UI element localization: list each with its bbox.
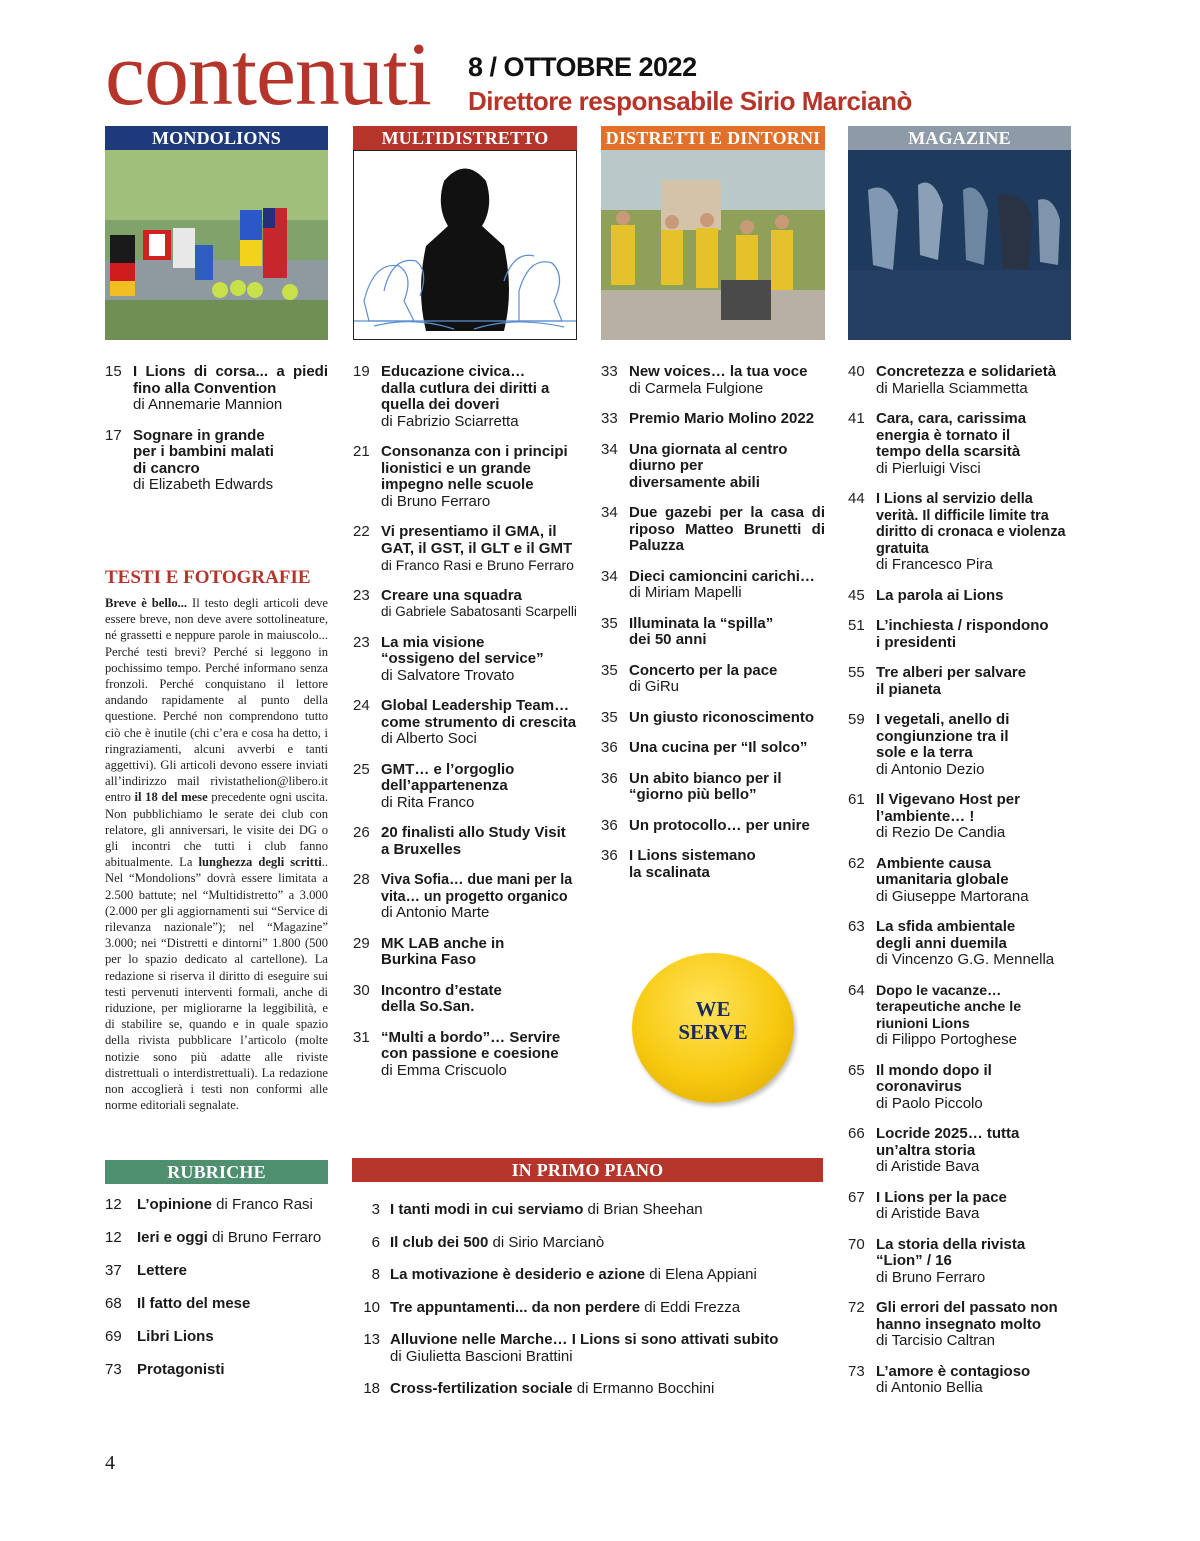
section-header-primo-piano: IN PRIMO PIANO xyxy=(352,1158,823,1182)
lions-group-image xyxy=(601,150,825,340)
list-item[interactable]: 12 Ieri e oggi di Bruno Ferraro xyxy=(105,1229,322,1246)
list-item[interactable]: 35 Concerto per la pace di GiRu xyxy=(601,661,778,695)
list-item[interactable]: 36 Una cucina per “Il solco” xyxy=(601,739,808,756)
list-item[interactable]: 65 Il mondo dopo il coronavirus di Paolo Piccolo xyxy=(848,1061,992,1112)
list-item[interactable]: 41 Cara, cara, carissima energia è tornato il tempo della scarsità di Pierluigi Visci xyxy=(848,410,1027,477)
list-item[interactable]: 69 Libri Lions xyxy=(105,1328,214,1345)
list-item[interactable]: 28 Viva Sofia… due mani per la vita… un progetto organico di Antonio Marte xyxy=(353,871,573,921)
list-item[interactable]: 10 Tre appuntamenti... da non perdere di Eddi Frezza xyxy=(363,1298,741,1316)
column-distretti xyxy=(601,126,825,895)
magazine-list xyxy=(848,364,1071,1397)
list-item[interactable]: 17 Sognare in grande per i bambini malati di cancro di Elizabeth Edwards xyxy=(105,426,274,493)
list-item[interactable]: 15 I Lions di corsa... a piedi fino alla Convention di Annemarie Mannion xyxy=(105,363,328,413)
list-item[interactable]: 36 Un abito bianco per il “giorno più bello” xyxy=(601,769,782,803)
section-header-distretti: DISTRETTI E DINTORNI xyxy=(601,126,825,150)
silhouette-illustration xyxy=(354,151,576,339)
list-item[interactable]: 13 Alluvione nelle Marche… I Lions si sono attivati subito di Giulietta Bascioni Brattini xyxy=(363,1331,779,1365)
column-primo-piano xyxy=(352,1158,823,1414)
list-item[interactable]: 45 La parola ai Lions xyxy=(848,586,1004,604)
list-item[interactable]: 33 New voices… la tua voce di Carmela Fulgione xyxy=(601,363,808,397)
column-multidistretto xyxy=(353,126,577,1093)
section-header-magazine: MAGAZINE xyxy=(848,126,1071,150)
rubriche-list xyxy=(105,1194,328,1392)
guidelines-heading: TESTI E FOTOGRAFIE xyxy=(105,567,311,588)
guidelines-text: Breve è bello... Il testo degli articoli deve essere breve, non deve avere sottolineature, né grassetti e neppure parole in maiuscolo... Perché testi brevi? Perché si leggono in pochissimo tempo. Perché informano senza fronzoli. Perché conquistano il lettore andando rapidamente al punto della questione. Perché non comprendono tutto ciò che è inutile (chi c’era e cosa ha detto, i ringraziamenti, alcuni avverbi e tanti aggettivi). Gli articoli devono essere inviati all’indirizzo mail rivistathelion@libero.it entro il 18 del mese precedente ogni uscita. Non pubblichiamo le serate dei club con relatore, gli anniversari, le visite dei DG o gli incontri che tutti i club fanno abitualmente. La lunghezza degli scritti.. Nel “Mondolions” dovrà essere limitata a 2.500 battute; nel “Multidistretto” a 3.000 (2.000 per gli aggiornamenti sui “Service di rilevanza nazionale”); nel “Magazine” 3.000; nei “Distretti e dintorni” 1.800 (500 per lo spazio dedicato al cartellone). La redazione si riserva il diritto di eseguire sui testi pervenuti interventi formali, anche di riduzione, per migliorarne la leggibilità, e di stabilire se, quando e in quale spazio della rivista pubblicare l’articolo (molte notizie sono più adatte alle riviste distrettuali o interdistrettuali). La redazione non accoglierà i testi non conformi alle norme editoriali segnalate. xyxy=(105,596,329,1113)
list-item[interactable]: 36 I Lions sistemano la scalinata xyxy=(601,847,756,881)
list-item[interactable]: 51 L’inchiesta / rispondono i presidenti xyxy=(848,617,1049,651)
mondolions-photo xyxy=(105,150,328,340)
list-item[interactable]: 31 “Multi a bordo”… Servire con passione e coesione di Emma Criscuolo xyxy=(353,1028,561,1079)
list-item[interactable]: 73 Protagonisti xyxy=(105,1361,225,1378)
list-item[interactable]: 68 Il fatto del mese xyxy=(105,1295,251,1312)
list-item[interactable]: 36 Un protocollo… per unire xyxy=(601,816,810,834)
abstract-blue-image xyxy=(848,150,1071,340)
list-item[interactable]: 61 Il Vigevano Host per l’ambiente… ! di Rezio De Candia xyxy=(848,791,1020,841)
page-title: contenuti xyxy=(105,25,431,124)
list-item[interactable]: 64 Dopo le vacanze… terapeutiche anche le riunioni Lions di Filippo Portoghese xyxy=(848,981,1022,1048)
list-item[interactable]: 23 Creare una squadra di Gabriele Sabatosanti Scarpelli xyxy=(353,586,577,619)
list-item[interactable]: 44 I Lions al servizio della verità. Il difficile limite tra diritto di cronaca e violenza gratuita di Francesco Pira xyxy=(848,490,1066,573)
list-item[interactable]: 23 La mia visione “ossigeno del service” di Salvatore Trovato xyxy=(353,633,544,684)
list-item[interactable]: 18 Cross-fertilization sociale di Ermanno Bocchini xyxy=(363,1380,715,1397)
we-serve-badge: WE SERVE xyxy=(632,953,794,1103)
list-item[interactable]: 8 La motivazione è desiderio e azione di Elena Appiani xyxy=(371,1266,757,1283)
section-header-multidistretto: MULTIDISTRETTO xyxy=(353,126,577,150)
column-magazine xyxy=(848,126,1071,1411)
list-item[interactable]: 26 20 finalisti allo Study Visit a Bruxelles xyxy=(353,824,566,858)
list-item[interactable]: 6 Il club dei 500 di Sirio Marcianò xyxy=(371,1233,605,1251)
list-item[interactable]: 24 Global Leadership Team… come strumento di crescita di Alberto Soci xyxy=(353,697,577,747)
page-number: 4 xyxy=(105,1452,115,1474)
list-item[interactable]: 30 Incontro d’estate della So.San. xyxy=(353,981,502,1015)
column-mondolions xyxy=(105,126,328,508)
primo-piano-list xyxy=(352,1202,823,1398)
distretti-list xyxy=(601,364,825,881)
list-item[interactable]: 22 Vi presentiamo il GMA, il GAT, il GST, il GLT e il GMT di Franco Rasi e Bruno Ferraro xyxy=(353,523,574,573)
list-item[interactable]: 34 Due gazebi per la casa di riposo Matteo Brunetti di Paluzza xyxy=(601,504,825,554)
list-item[interactable]: 35 Un giusto riconoscimento xyxy=(601,708,815,726)
list-item[interactable]: 12 L’opinione di Franco Rasi xyxy=(105,1196,313,1213)
list-item[interactable]: 37 Lettere xyxy=(105,1262,188,1279)
section-header-mondolions: MONDOLIONS xyxy=(105,126,328,150)
issue-label: 8 / OTTOBRE 2022 xyxy=(468,52,697,82)
list-item[interactable]: 67 I Lions per la pace di Aristide Bava xyxy=(848,1188,1007,1222)
list-item[interactable]: 34 Dieci camioncini carichi… di Miriam Mapelli xyxy=(601,567,815,601)
list-item[interactable]: 19 Educazione civica… dalla cutlura dei diritti a quella dei doveri di Fabrizio Sciarretta xyxy=(353,363,550,430)
list-item[interactable]: 33 Premio Mario Molino 2022 xyxy=(601,410,815,427)
list-item[interactable]: 35 Illuminata la “spilla” dei 50 anni xyxy=(601,614,774,648)
list-item[interactable]: 29 MK LAB anche in Burkina Faso xyxy=(353,934,505,968)
list-item[interactable]: 55 Tre alberi per salvare il pianeta xyxy=(848,664,1027,698)
director-label: Direttore responsabile Sirio Marcianò xyxy=(468,86,912,116)
list-item[interactable]: 66 Locride 2025… tutta un’altra storia di Aristide Bava xyxy=(848,1125,1020,1175)
list-item[interactable]: 40 Concretezza e solidarietà di Mariella Sciammetta xyxy=(848,363,1057,397)
list-item[interactable]: 3 I tanti modi in cui serviamo di Brian Sheehan xyxy=(371,1201,703,1218)
mondolions-list xyxy=(105,364,328,494)
list-item[interactable]: 72 Gli errori del passato non hanno insegnato molto di Tarcisio Caltran xyxy=(848,1299,1058,1349)
list-item[interactable]: 70 La storia della rivista “Lion” / 16 di Bruno Ferraro xyxy=(848,1235,1026,1286)
list-item[interactable]: 73 L’amore è contagioso di Antonio Bellia xyxy=(848,1362,1031,1396)
runners-flags-image xyxy=(105,150,328,340)
list-item[interactable]: 62 Ambiente causa umanitaria globale di Giuseppe Martorana xyxy=(848,854,1029,905)
section-header-rubriche: RUBRICHE xyxy=(105,1160,328,1184)
list-item[interactable]: 34 Una giornata al centro diurno per diversamente abili xyxy=(601,440,788,491)
editorial-guidelines xyxy=(105,567,328,1114)
distretti-photo xyxy=(601,150,825,340)
list-item[interactable]: 59 I vegetali, anello di congiunzione tra il sole e la terra di Antonio Dezio xyxy=(848,711,1010,778)
list-item[interactable]: 21 Consonanza con i principi lionistici e un grande impegno nelle scuole di Bruno Ferraro xyxy=(353,443,568,510)
list-item[interactable]: 25 GMT… e l’orgoglio dell’appartenenza di Rita Franco xyxy=(353,760,515,811)
column-rubriche xyxy=(105,1160,328,1392)
multidistretto-list xyxy=(353,364,577,1079)
list-item[interactable]: 63 La sfida ambientale degli anni duemila di Vincenzo G.G. Mennella xyxy=(848,918,1055,968)
magazine-photo xyxy=(848,150,1071,340)
multidistretto-illustration xyxy=(353,150,577,340)
